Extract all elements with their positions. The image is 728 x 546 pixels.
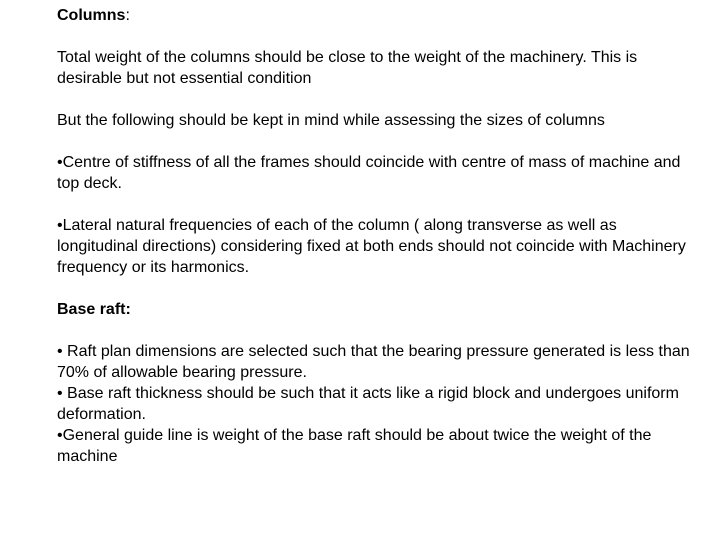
lateral-frequencies-bullet: •Lateral natural frequencies of each of the column ( along transverse as well as longitudinal directions) considering fixed at both ends should not coincide with Machinery frequency or its harmonics. xyxy=(57,217,686,276)
raft-guide-line-bullet: •General guide line is weight of the base raft should be about twice the weight of the machine xyxy=(57,427,652,465)
total-weight-paragraph: Total weight of the columns should be close to the weight of the machinery. This is desirable but not essential condition xyxy=(57,49,638,87)
centre-stiffness-bullet: •Centre of stiffness of all the frames should coincide with centre of mass of machine and top deck. xyxy=(57,154,681,192)
raft-plan-dimensions-bullet: • Raft plan dimensions are selected such that the bearing pressure generated is less than 70% of allowable bearing pressure. xyxy=(57,343,690,381)
base-raft-heading xyxy=(57,299,697,320)
raft-thickness-bullet: • Base raft thickness should be such that it acts like a rigid block and undergoes uniform deformation. xyxy=(57,385,679,423)
keep-in-mind-paragraph: But the following should be kept in mind while assessing the sizes of columns xyxy=(57,112,605,129)
columns-heading xyxy=(57,5,728,26)
base-raft-heading-label: Base raft: xyxy=(57,301,131,318)
columns-heading-label: Columns xyxy=(57,7,126,24)
columns-heading-colon: : xyxy=(125,7,130,24)
